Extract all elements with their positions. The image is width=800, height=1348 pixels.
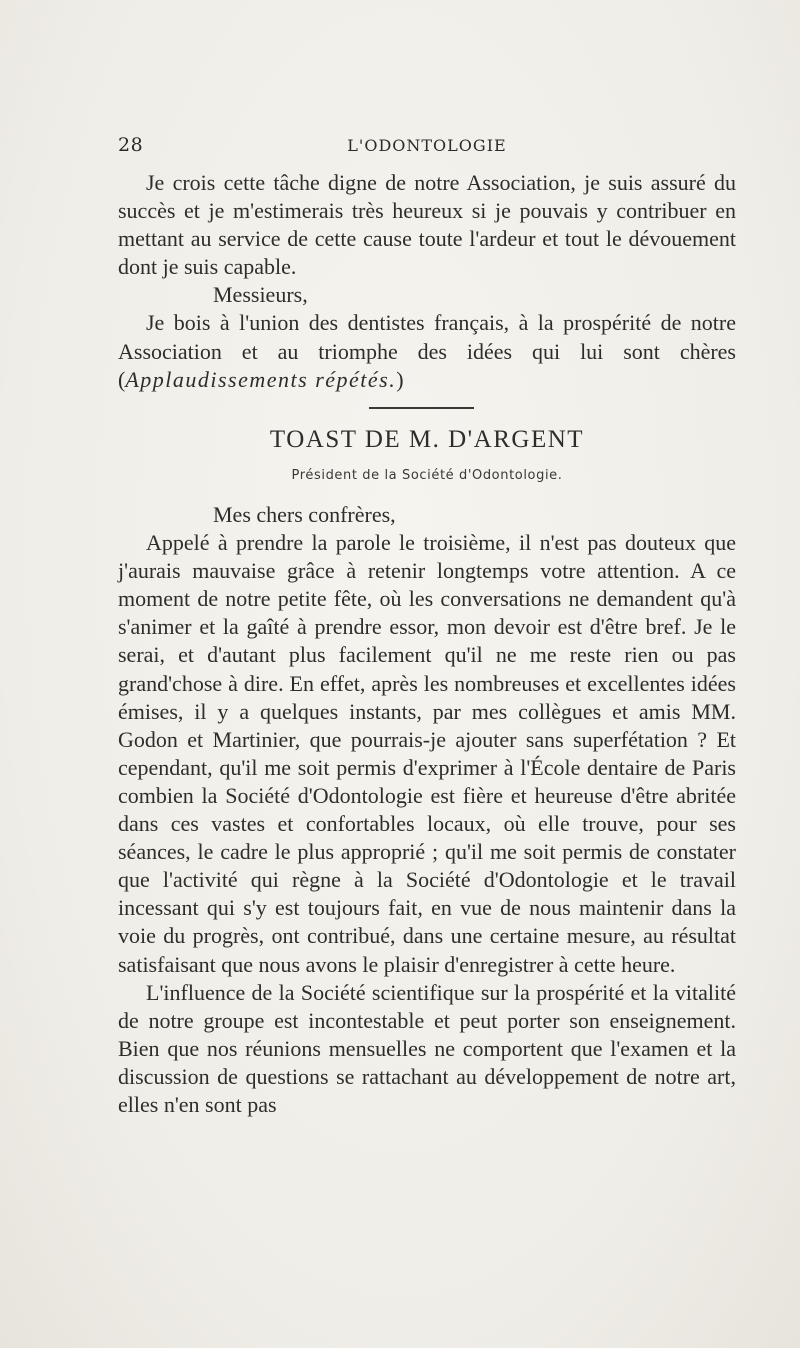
salutation: Mes chers confrères, — [213, 502, 396, 527]
toast-text: Je bois à l'union des dentistes français, à la prospérité de notre Association et au triomphe des idées qui lui sont chères ( — [118, 310, 736, 392]
paragraph: Appelé à prendre la parole le troisième, il n'est pas douteux que j'aurais mauvaise grâce à retenir longtemps votre attention. A ce moment de notre petite fête, où les conversations ne demandent qu'à s'animer et la gaîté à prendre essor, mon devoir est d'être bref. Je le serai, et d'autant plus facilement qu'il ne me reste rien ou pas grand'chose à dire. En effet, après les nombreuses et excellentes idées émises, il y a quelques instants, par mes collègues et amis MM. Godon et Martinier, que pourrais-je ajouter sans superfétation ? Et cependant, qu'il me soit permis d'exprimer à l'École dentaire de Paris combien la Société d'Odontologie est fière et heureuse d'être abritée dans ces vastes et confortables locaux, où elle trouve, pour ses séances, le cadre le plus approprié ; qu'il me soit permis de constater que l'activité qui règne à la Société d'Odontologie et le travail incessant qui s'y est toujours fait, en vue de nous maintenir dans la voie du progrès, ont contribué, dans une certaine mesure, au résultat satisfaisant que nous avons le plaisir d'enregistrer à cette heure. — [118, 530, 736, 977]
salutation: Messieurs, — [213, 282, 308, 308]
applause-note: Applaudissements répétés. — [125, 366, 397, 392]
toast-close: ) — [396, 366, 404, 392]
section-divider — [369, 407, 474, 409]
section-subtitle: Président de la Société d'Odontologie. — [291, 468, 563, 483]
closing-paragraphs — [118, 169, 736, 394]
page-number: 28 — [118, 134, 144, 156]
paragraph: L'influence de la Société scientifique sur la prospérité et la vitalité de notre groupe est incontestable et peut porter son enseignement. Bien que nos réunions mensuelles ne comportent que l'examen et la discussion de questions se rattachant au développement de notre art, elles n'en sont pas — [118, 979, 736, 1117]
speech-paragraphs — [118, 501, 736, 1119]
toast-paragraph — [118, 309, 736, 393]
paragraph: Je crois cette tâche digne de notre Association, je suis assuré du succès et je m'estimerais très heureux si je pouvais y contribuer en mettant au service de cette cause toute l'ardeur et tout le dévouement dont je suis capable. — [118, 170, 736, 280]
section-title: TOAST DE M. D'ARGENT — [269, 426, 585, 453]
running-title: L'ODONTOLOGIE — [347, 136, 507, 155]
page-header — [118, 134, 736, 160]
